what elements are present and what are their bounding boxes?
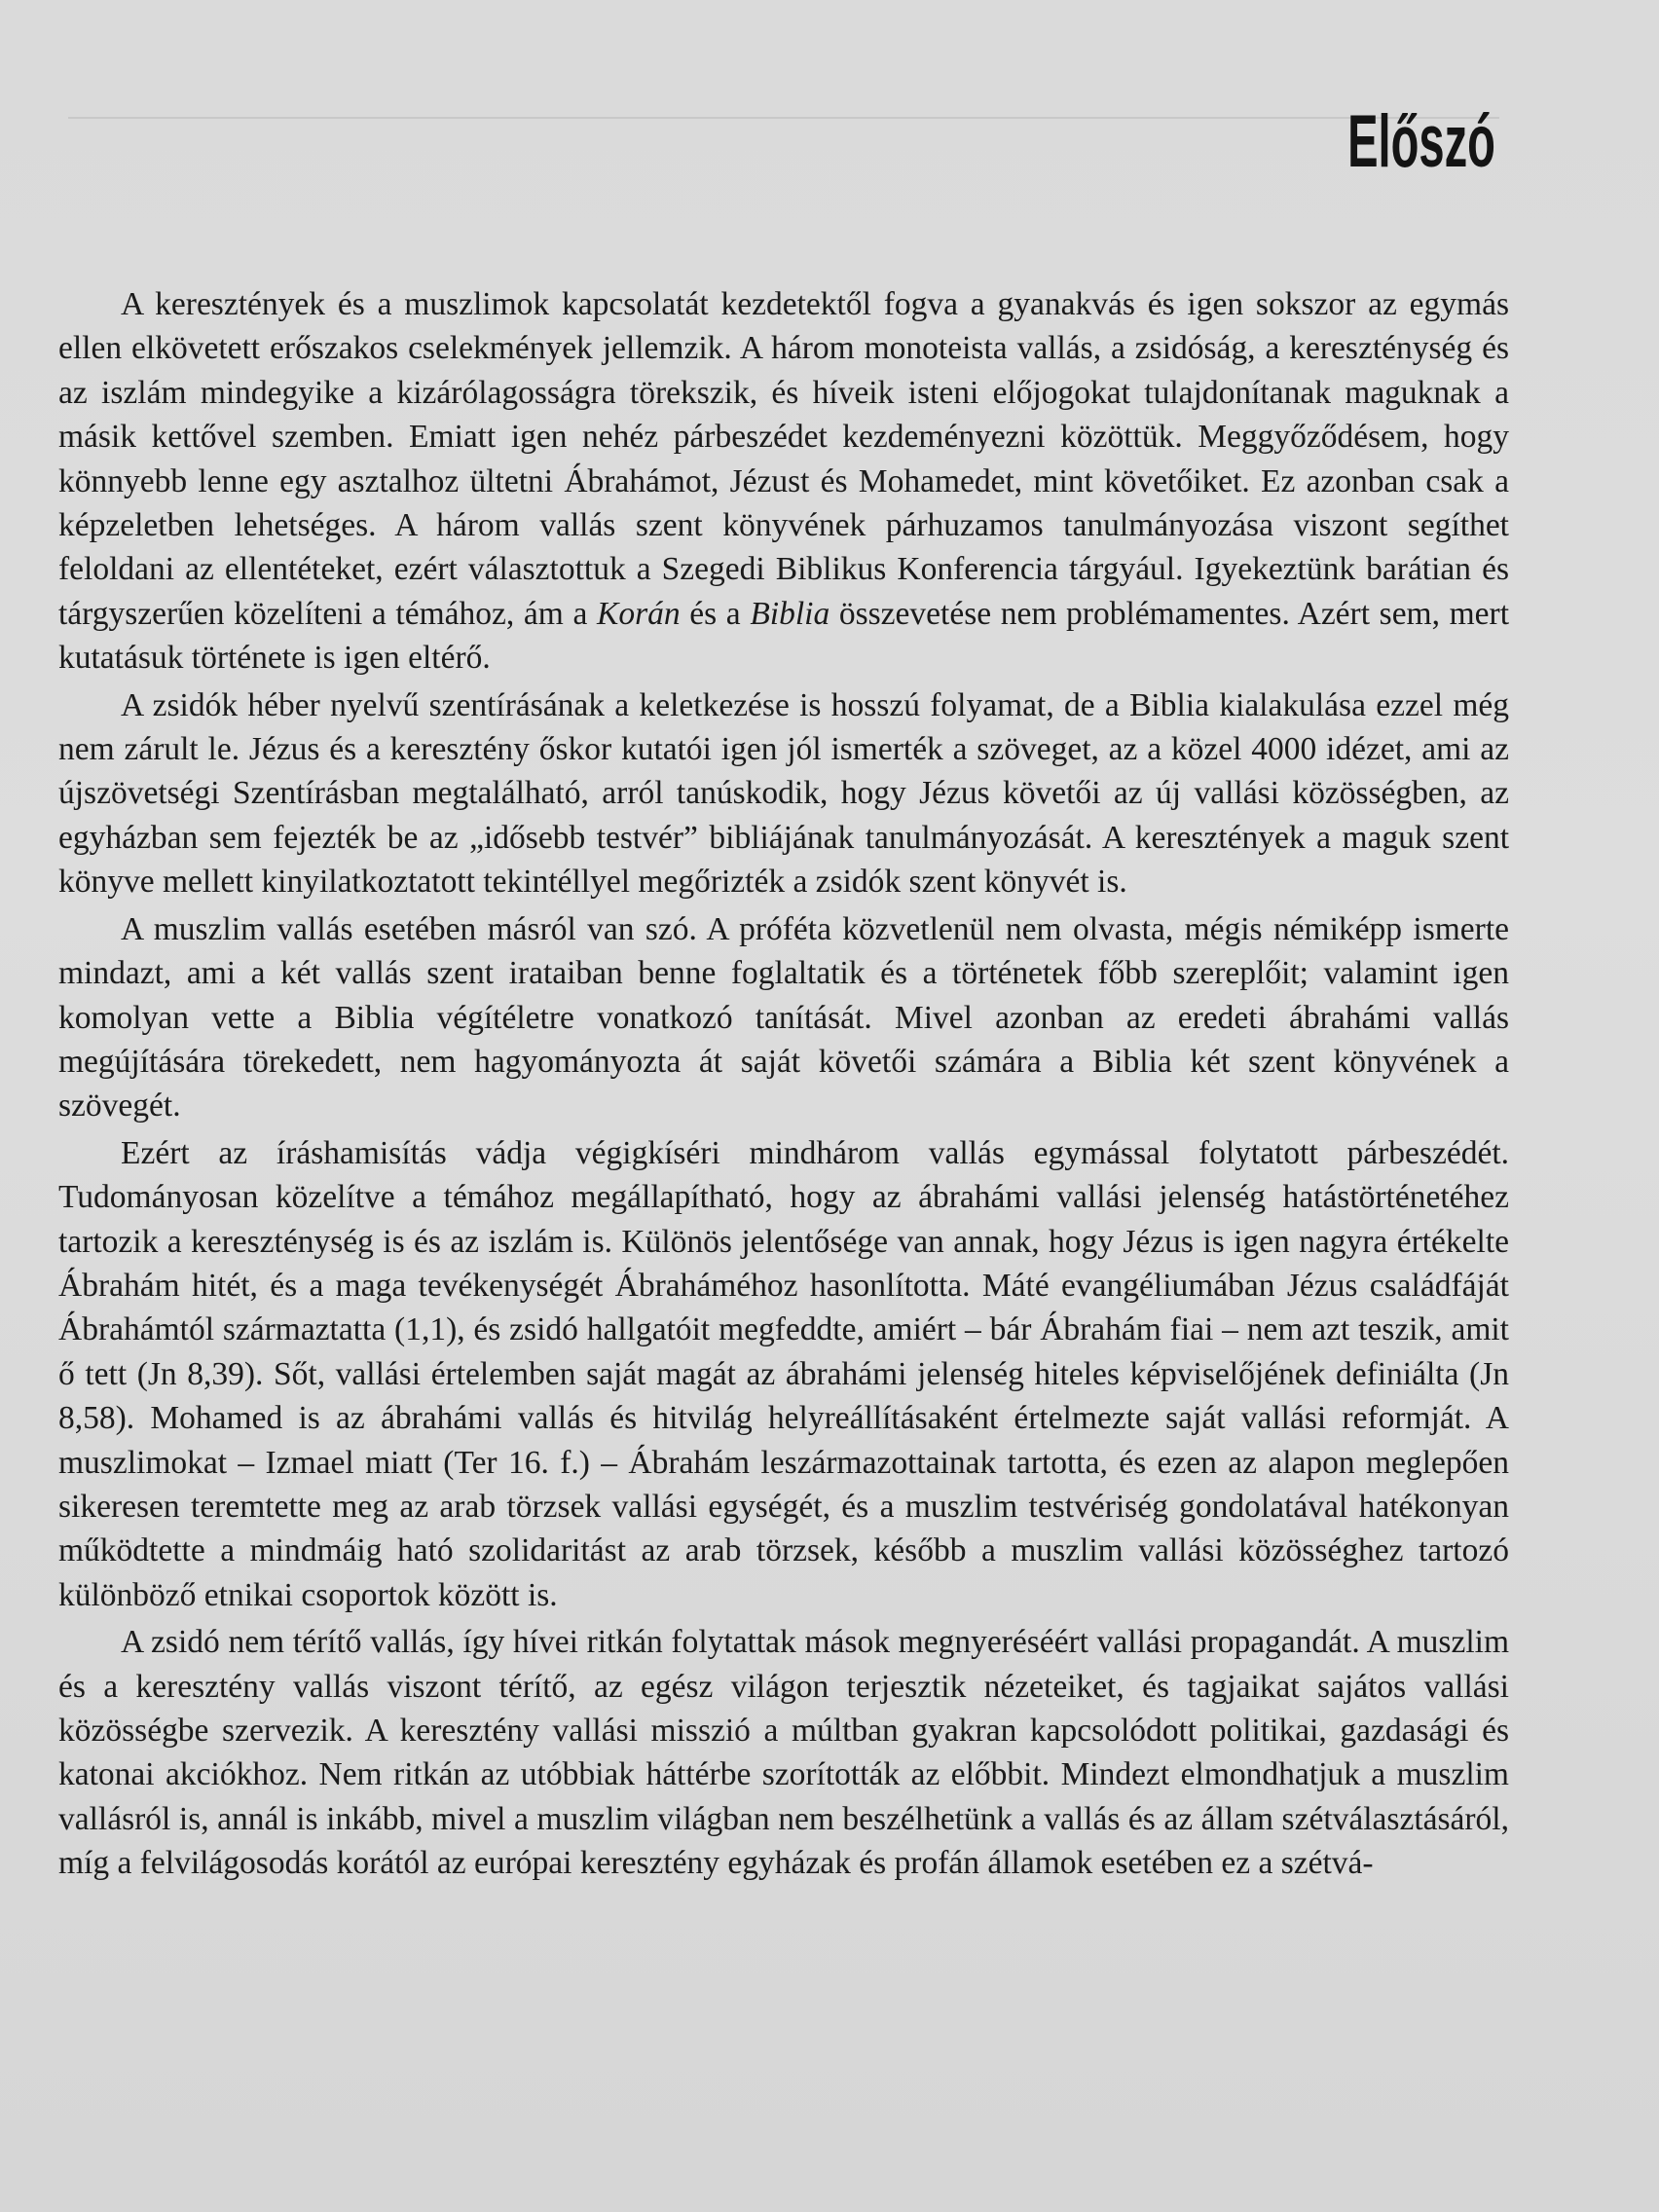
body-paragraph: [58, 1620, 1509, 1885]
text-segment: A muszlim vallás esetében másról van szó. A próféta közvetlenül nem olvasta, mégis némiképp ismerte mindazt, ami a két vallás szent irataiban benne foglaltatik és a történetek főbb szereplőit; valamint igen komolyan vette a Biblia végítéletre vonatkozó tanítását. Mivel azonban az eredeti ábrahámi vallás megújítására törekedett, nem hagyományozta át saját követői számára a Biblia két szent könyvének a szövegét.: [58, 910, 1509, 1124]
body-paragraph: [58, 1131, 1509, 1617]
italic-text-segment: Korán: [596, 595, 681, 632]
page-title: Előszó: [1347, 100, 1495, 183]
text-segment: A keresztények és a muszlimok kapcsolatát kezdetektől fogva a gyanakvás és igen sokszor az egymás ellen elkövetett erőszakos cselekmények jellemzik. A három monoteista vallás, a zsidóság, a kereszténység és az iszlám mindegyike a kizárólagosságra törekszik, és híveik isteni előjogokat tulajdonítanak maguknak a másik kettővel szemben. Emiatt igen nehéz párbeszédet kezdeményezni közöttük. Meggyőződésem, hogy könnyebb lenne egy asztalhoz ültetni Ábrahámot, Jézust és Mohamedet, mint követőiket. Ez azonban csak a képzeletben lehetséges. A három vallás szent könyvének párhuzamos tanulmányozása viszont segíthet feloldani az ellentéteket, ezért választottuk a Szegedi Biblikus Konferencia tárgyául. Igyekeztünk barátian és tárgyszerűen közelíteni a témához, ám a: [58, 286, 1509, 632]
text-segment: Ezért az íráshamisítás vádja végigkíséri mindhárom vallás egymással folytatott párbeszédét. Tudományosan közelítve a témához megállapítható, hogy az ábrahámi vallási jelenség hatástörténetéhez tartozik a kereszténység is és az iszlám is. Különös jelentősége van annak, hogy Jézus is igen nagyra értékelte Ábrahám hitét, és a maga tevékenységét Ábraháméhoz hasonlította. Máté evangéliumában Jézus családfáját Ábrahámtól származtatta (1,1), és zsidó hallgatóit megfeddte, amiért – bár Ábrahám fiai – nem azt teszik, amit ő tett (Jn 8,39). Sőt, vallási értelemben saját magát az ábrahámi jelenség hiteles képviselőjének definiálta (Jn 8,58). Mohamed is az ábrahámi vallás és hitvilág helyreállításaként értelmezte saját vallási reformját. A muszlimokat – Izmael miatt (Ter 16. f.) – Ábrahám leszármazottainak tartotta, és ezen az alapon meglepően sikeresen teremtette meg az arab törzsek vallási egységét, és a muszlim testvériség gondolatával hatékonyan működtette a mindmáig ható szolidaritást az arab törzsek, később a muszlim vallási közösséghez tartozó különböző etnikai csoportok között is.: [58, 1134, 1509, 1613]
body-paragraph: [58, 282, 1509, 681]
body-text: [58, 282, 1509, 1886]
running-header-rule: [68, 93, 1499, 119]
text-segment: A zsidó nem térítő vallás, így hívei ritkán folytattak mások megnyeréséért vallási propagandát. A muszlim és a keresztény vallás viszont térítő, az egész világon terjesztik nézeteiket, és tagjaikat sajátos vallási közösségbe szervezik. A keresztény vallási misszió a múltban gyakran kapcsolódott politikai, gazdasági és katonai akciókhoz. Nem ritkán az utóbbiak háttérbe szorították az előbbit. Mindezt elmondhatjuk a muszlim vallásról is, annál is inkább, mivel a muszlim világban nem beszélhetünk a vallás és az állam szétválasztásáról, míg a felvilágosodás korától az európai keresztény egyházak és profán államok esetében ez a szétvá-: [58, 1624, 1509, 1882]
text-segment: és a: [680, 595, 751, 632]
text-segment: összevetése nem problémamentes. Azért sem, mert kutatásuk története is igen eltérő.: [58, 595, 1510, 677]
body-paragraph: [58, 683, 1509, 904]
italic-text-segment: Biblia: [750, 595, 830, 632]
text-segment: A zsidók héber nyelvű szentírásának a keletkezése is hosszú folyamat, de a Biblia kialakulása ezzel még nem zárult le. Jézus és a keresztény őskor kutatói igen jól ismerték a szöveget, az a közel 4000 idézet, ami az újszövetségi Szentírásban megtalálható, arról tanúskodik, hogy Jézus követői az új vallási közösségben, az egyházban sem fejezték be az „idősebb testvér” bibliájának tanulmányozását. A keresztények a maguk szent könyve mellett kinyilatkoztatott tekintéllyel megőrizték a zsidók szent könyvét is.: [58, 686, 1509, 901]
body-paragraph: [58, 907, 1509, 1128]
